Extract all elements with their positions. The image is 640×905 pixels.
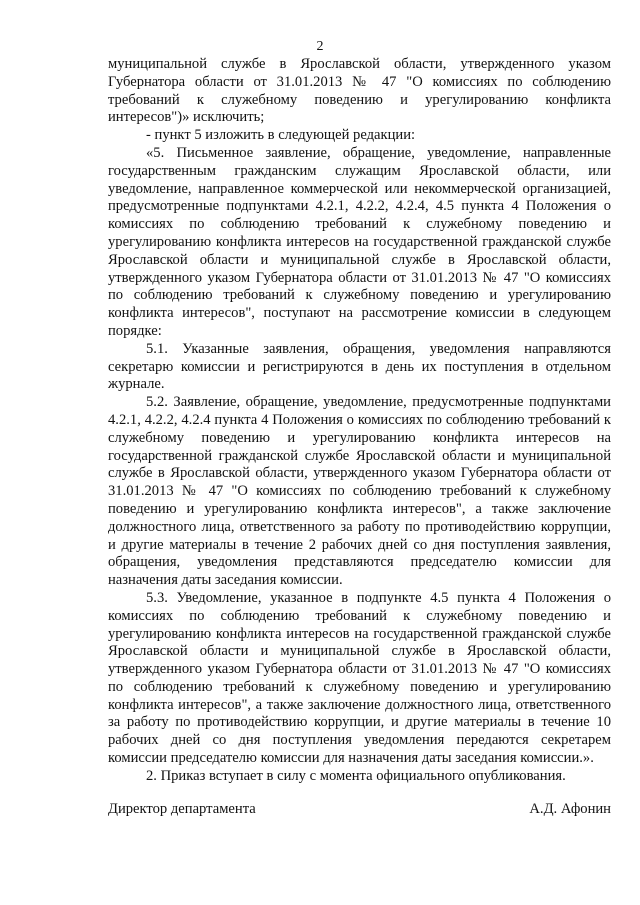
signature-block [108, 800, 611, 818]
paragraph-item-2: 2. Приказ вступает в силу с момента официального опубликования. [146, 767, 566, 784]
paragraph-item-5-1: 5.1. Указанные заявления, обращения, уведомления направляются секретарю комиссии и регистрируются в день их поступления в отдельном журнале. [108, 340, 611, 393]
signatory-name: А.Д. Афонин [529, 801, 611, 817]
document-body [108, 56, 611, 786]
signatory-position: Директор департамента [108, 801, 256, 817]
paragraph-item-5-2: 5.2. Заявление, обращение, уведомление, предусмотренные подпунктами 4.2.1, 4.2.2, 4.2.4 пункта 4 Положения о комиссиях по соблюдению требований к служебному поведению и урегулированию конфликта интересов на государственной гражданской службе Ярославской области и муниципальной службе в Ярославской области, утвержденного указом Губернатора области от 31.01.2013 № 47 "О комиссиях по соблюдению требований к служебному поведению и урегулированию конфликта интересов", а также заключение должностного лица, ответственного за работу по противодействию коррупции, и другие материалы в течение 2 рабочих дней со дня поступления заявления, обращения, уведомления представляются председателю комиссии для назначения даты заседания комиссии. [108, 394, 611, 589]
paragraph-item-5: «5. Письменное заявление, обращение, уведомление, направленные государственным гражданским служащим Ярославской области, или уведомление, направленное коммерческой или некоммерческой организацией, предусмотренные подпунктами 4.2.1, 4.2.2, 4.2.4, 4.5 пункта 4 Положения о комиссиях по соблюдению требований к служебному поведению и урегулированию конфликта интересов на государственной гражданской службе Ярославской области и муниципальной службе в Ярославской области, утвержденного указом Губернатора области от 31.01.2013 № 47 "О комиссиях по соблюдению требований к служебному поведению и урегулированию конфликта интересов", поступают на рассмотрение комиссии в следующем порядке: [108, 144, 611, 339]
page-number: 2 [316, 39, 324, 54]
paragraph-amendment-intro: - пункт 5 изложить в следующей редакции: [146, 127, 416, 144]
paragraph-continuation: муниципальной службе в Ярославской области, утвержденного указом Губернатора области от 31.01.2013 № 47 "О комиссиях по соблюдению требований к служебному поведению и урегулированию конфликта интересов")» исключить; [108, 56, 611, 126]
paragraph-item-5-3: 5.3. Уведомление, указанное в подпункте 4.5 пункта 4 Положения о комиссиях по соблюдению требований к служебному поведению и урегулированию конфликта интересов на государственной гражданской службе Ярославской области и муниципальной службе в Ярославской области, утвержденного указом Губернатора области от 31.01.2013 № 47 "О комиссиях по соблюдению требований к служебному поведению и урегулированию конфликта интересов", а также заключение должностного лица, ответственного за работу по противодействию коррупции, и другие материалы в течение 10 рабочих дней со дня поступления уведомления передаются секретарем комиссии председателю комиссии для назначения даты заседания комиссии.». [108, 589, 611, 767]
